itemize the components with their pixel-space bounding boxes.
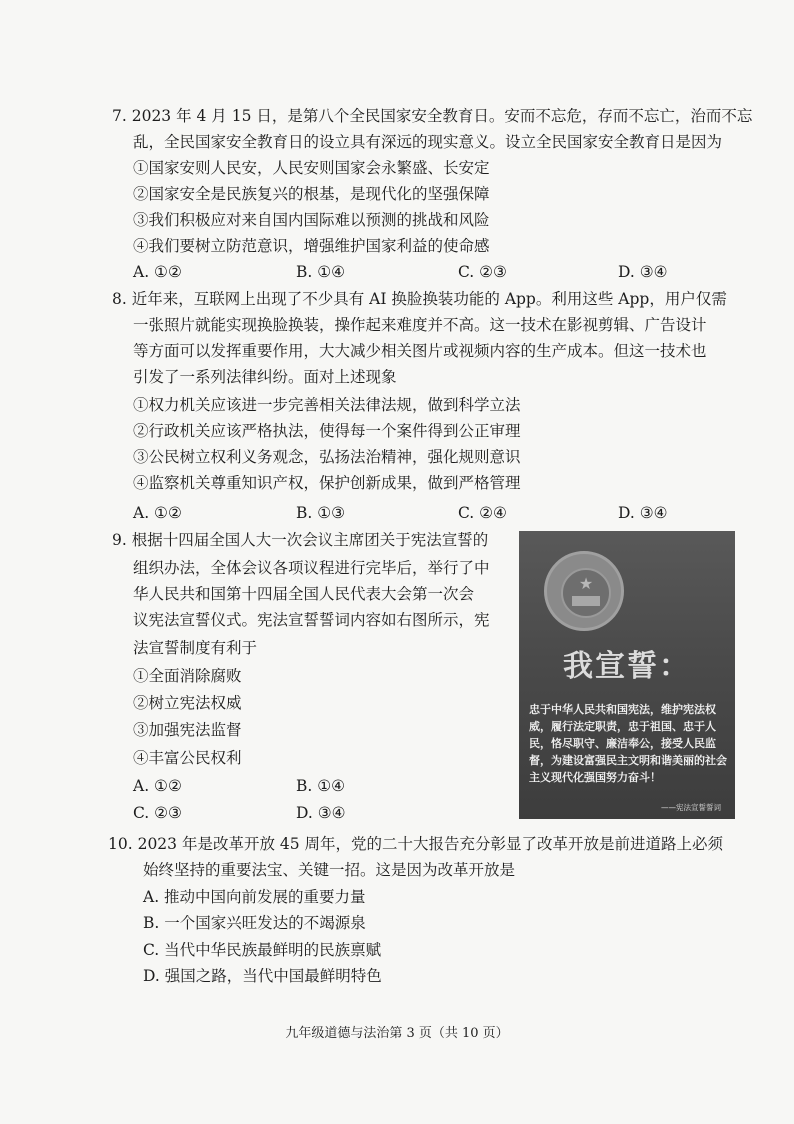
q9-option-b: B. ①④ [296,777,346,795]
q7-item-1: ①国家安则人民安，人民安则国家会永繁盛、长安定 [133,159,490,177]
q10-option-d: D. 强国之路，当代中国最鲜明特色 [143,967,382,985]
q8-stem-line3: 等方面可以发挥重要作用，大大减少相关图片或视频内容的生产成本。但这一技术也 [133,342,707,360]
q7-stem-line1: 7. 2023 年 4 月 15 日，是第八个全民国家安全教育日。安而不忘危，存而不忘亡，治而不忘 [112,107,753,125]
q8-option-d: D. ③④ [618,504,668,522]
national-emblem-icon: ★ [544,551,624,631]
q7-option-c: C. ②③ [458,263,507,281]
q10-option-c: C. 当代中华民族最鲜明的民族禀赋 [143,941,382,959]
q8-option-a: A. ①② [133,504,182,522]
q9-item-4: ④丰富公民权利 [133,749,242,767]
q9-item-2: ②树立宪法权威 [133,694,242,712]
q8-item-1: ①权力机关应该进一步完善相关法律法规，做到科学立法 [133,396,521,414]
q7-stem-line2: 乱，全民国家安全教育日的设立具有深远的现实意义。设立全民国家安全教育日是因为 [133,133,723,151]
q8-item-2: ②行政机关应该严格执法，使得每一个案件得到公正审理 [133,422,521,440]
q8-option-c: C. ②④ [458,504,507,522]
q8-stem-line2: 一张照片就能实现换脸换装，操作起来难度并不高。这一技术在影视剪辑、广告设计 [133,316,707,334]
q7-option-b: B. ①④ [296,263,346,281]
oath-signature: ——宪法宣誓誓词 [661,803,721,812]
q7-item-3: ③我们积极应对来自国内国际难以预测的挑战和风险 [133,211,490,229]
q9-item-3: ③加强宪法监督 [133,721,242,739]
q9-option-c: C. ②③ [133,804,182,822]
q7-item-4: ④我们要树立防范意识，增强维护国家利益的使命感 [133,237,490,255]
q8-option-b: B. ①③ [296,504,346,522]
page-footer: 九年级道德与法治第 3 页（共 10 页） [285,1026,509,1041]
q7-option-a: A. ①② [133,263,182,281]
q8-stem-line4: 引发了一系列法律纠纷。面对上述现象 [133,368,397,386]
oath-text: 忠于中华人民共和国宪法，维护宪法权威，履行法定职责，忠于祖国、忠于人民，恪尽职守、廉洁奉公，接受人民监督，为建设富强民主文明和谐美丽的社会主义现代化强国努力奋斗！ [529,703,727,784]
q8-stem-line1: 8. 近年来，互联网上出现了不少具有 AI 换脸换装功能的 App。利用这些 App，用户仅需 [112,290,727,308]
q9-stem-line1: 9. 根据十四届全国人大一次会议主席团关于宪法宣誓的 [112,531,489,549]
q8-item-3: ③公民树立权利义务观念，弘扬法治精神，强化规则意识 [133,448,521,466]
q9-option-a: A. ①② [133,777,182,795]
q9-stem-line4: 议宪法宣誓仪式。宪法宣誓誓词内容如右图所示，宪 [133,611,490,629]
q9-stem-line2: 组织办法，全体会议各项议程进行完毕后，举行了中 [133,559,490,577]
q10-stem-line1: 10. 2023 年是改革开放 45 周年，党的二十大报告充分彰显了改革开放是前进道路上必须 [108,835,724,853]
q9-option-d: D. ③④ [296,804,346,822]
oath-image [519,531,735,819]
q10-option-a: A. 推动中国向前发展的重要力量 [143,888,366,906]
q9-item-1: ①全面消除腐败 [133,667,242,685]
q9-stem-line5: 法宣誓制度有利于 [133,639,258,657]
q10-option-b: B. 一个国家兴旺发达的不竭源泉 [143,914,366,932]
oath-title: 我宣誓： [563,649,691,684]
q9-stem-line3: 华人民共和国第十四届全国人民代表大会第一次会 [133,585,475,603]
q7-item-2: ②国家安全是民族复兴的根基，是现代化的坚强保障 [133,185,490,203]
q7-option-d: D. ③④ [618,263,668,281]
q10-stem-line2: 始终坚持的重要法宝、关键一招。这是因为改革开放是 [143,861,516,879]
q8-item-4: ④监察机关尊重知识产权，保护创新成果，做到严格管理 [133,474,521,492]
